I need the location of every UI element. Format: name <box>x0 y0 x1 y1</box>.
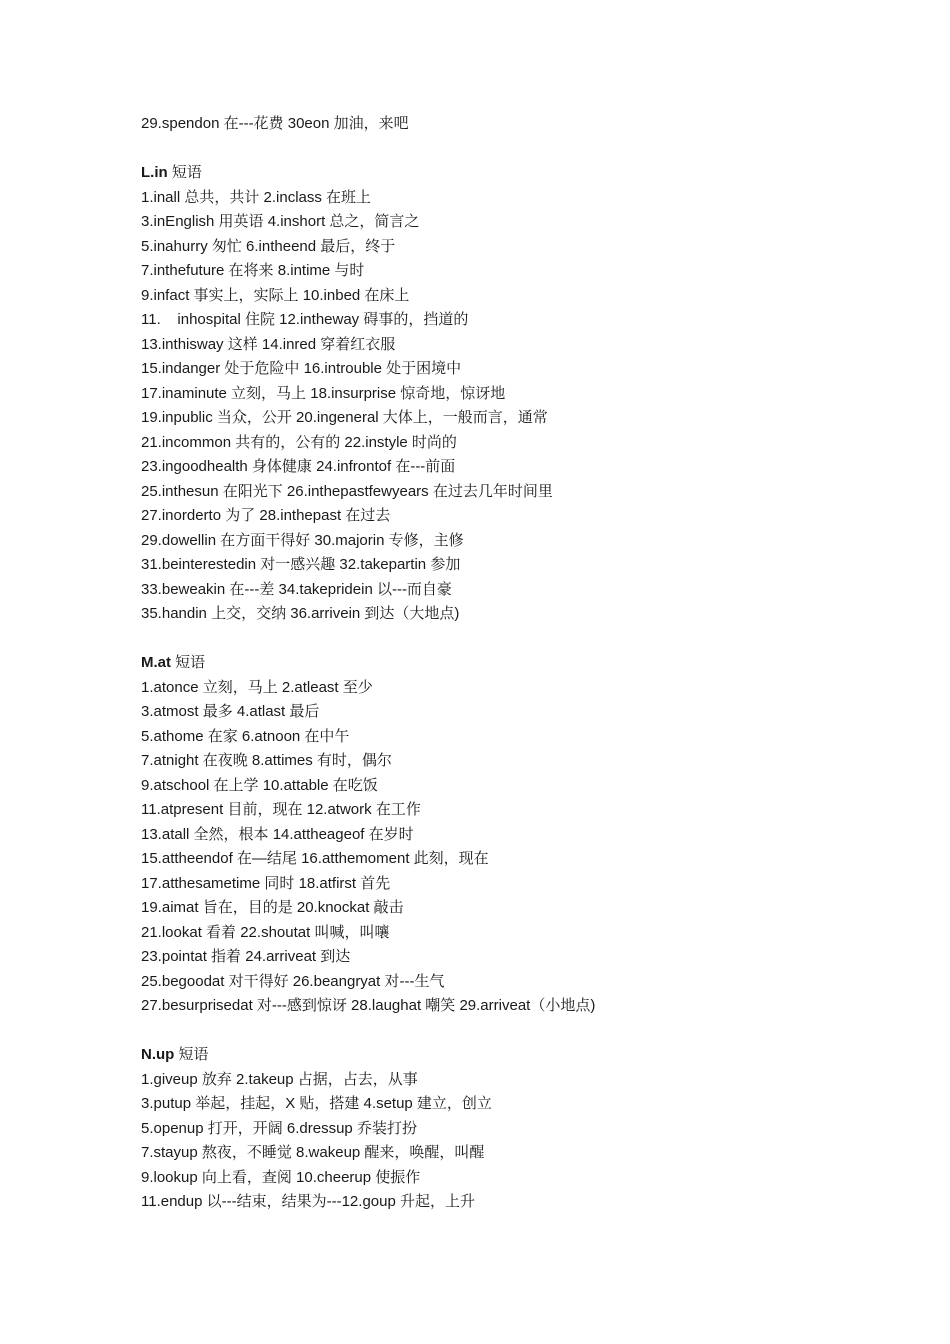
text-line: 11.atpresent 目前，现在 12.atwork 在工作 <box>141 801 421 818</box>
text-line: 31.beinterestedin 对一感兴趣 32.takepartin 参加 <box>141 556 461 573</box>
text-line: 17.atthesametime 同时 18.atfirst 首先 <box>141 874 391 892</box>
section-heading-label: M.at <box>141 654 171 671</box>
text-line: 11.endup 以---结束，结果为---12.goup 升起，上升 <box>141 1193 475 1210</box>
text-line: 5.openup 打开，开阔 6.dressup 乔装打扮 <box>141 1119 417 1137</box>
text-line: 25.begoodat 对干得好 26.beangryat 对---生气 <box>141 972 445 990</box>
text-line: 25.inthesun 在阳光下 26.inthepastfewyears 在过去几年时间里 <box>141 482 553 500</box>
section-heading-suffix: 短语 <box>171 654 206 671</box>
document-body <box>141 112 901 1215</box>
text-line: 33.beweakin 在---差 34.takepridein 以---而自豪 <box>141 580 452 598</box>
text-line: 27.besurprisedat 对---感到惊讶 28.laughat 嘲笑 29.arriveat（小地点) <box>141 997 596 1014</box>
section-heading-up <box>141 1043 901 1068</box>
text-line: 13.atall 全然，根本 14.attheageof 在岁时 <box>141 825 414 843</box>
text-line: 7.inthefuture 在将来 8.intime 与时 <box>141 262 365 279</box>
section-heading-at <box>141 651 901 676</box>
text-line: 21.incommon 共有的，公有的 22.instyle 时尚的 <box>141 433 457 451</box>
text-line: 17.inaminute 立刻，马上 18.insurprise 惊奇地，惊讶地 <box>141 384 506 402</box>
text-line: 5.athome 在家 6.atnoon 在中午 <box>141 727 350 745</box>
text-line: 19.inpublic 当众，公开 20.ingeneral 大体上，一般而言，通常 <box>141 409 548 426</box>
text-line: 9.atschool 在上学 10.attable 在吃饭 <box>141 776 378 794</box>
text-line: 3.inEnglish 用英语 4.inshort 总之，简言之 <box>141 213 420 230</box>
text-line: 13.inthisway 这样 14.inred 穿着红衣服 <box>141 335 396 353</box>
text-line: 1.atonce 立刻，马上 2.atleast 至少 <box>141 678 373 696</box>
text-line: 15.attheendof 在—结尾 16.atthemoment 此刻，现在 <box>141 850 489 867</box>
text-line: 27.inorderto 为了 28.inthepast 在过去 <box>141 507 391 524</box>
text-line: 23.pointat 指着 24.arriveat 到达 <box>141 948 351 965</box>
text-line: 1.inall 总共，共计 2.inclass 在班上 <box>141 188 372 206</box>
section-heading-suffix: 短语 <box>167 164 202 181</box>
blank-line <box>141 627 901 652</box>
text-line: 29.dowellin 在方面干得好 30.majorin 专修，主修 <box>141 531 464 549</box>
text-line: 35.handin 上交，交纳 36.arrivein 到达（大地点) <box>141 605 460 622</box>
section-heading-in <box>141 161 901 186</box>
section-heading-label: L.in <box>141 164 168 181</box>
text-line: 3.atmost 最多 4.atlast 最后 <box>141 703 320 720</box>
text-line: 7.stayup 熬夜，不睡觉 8.wakeup 醒来，唤醒，叫醒 <box>141 1144 485 1161</box>
text-line: 3.putup 举起，挂起，X 贴，搭建 4.setup 建立，创立 <box>141 1095 492 1112</box>
text-line: 9.lookup 向上看，查阅 10.cheerup 使振作 <box>141 1168 421 1186</box>
blank-line <box>141 137 901 162</box>
text-line: 21.lookat 看着 22.shoutat 叫喊，叫嚷 <box>141 923 390 941</box>
section-heading-suffix: 短语 <box>174 1046 209 1063</box>
text-line: 7.atnight 在夜晚 8.attimes 有时，偶尔 <box>141 752 392 769</box>
text-line: 1.giveup 放弃 2.takeup 占据，占去，从事 <box>141 1070 418 1088</box>
text-line: 15.indanger 处于危险中 16.introuble 处于困境中 <box>141 360 462 377</box>
section-heading-label: N.up <box>141 1046 175 1063</box>
text-line: 11. inhospital 住院 12.intheway 碍事的，挡道的 <box>141 311 469 328</box>
text-line: 29.spendon 在---花费 30eon 加油，来吧 <box>141 115 409 132</box>
blank-line <box>141 1019 901 1044</box>
text-line: 5.inahurry 匆忙 6.intheend 最后，终于 <box>141 237 396 255</box>
text-line: 9.infact 事实上，实际上 10.inbed 在床上 <box>141 286 410 304</box>
text-line: 23.ingoodhealth 身体健康 24.infrontof 在---前面 <box>141 458 456 475</box>
text-line: 19.aimat 旨在，目的是 20.knockat 敲击 <box>141 899 404 916</box>
